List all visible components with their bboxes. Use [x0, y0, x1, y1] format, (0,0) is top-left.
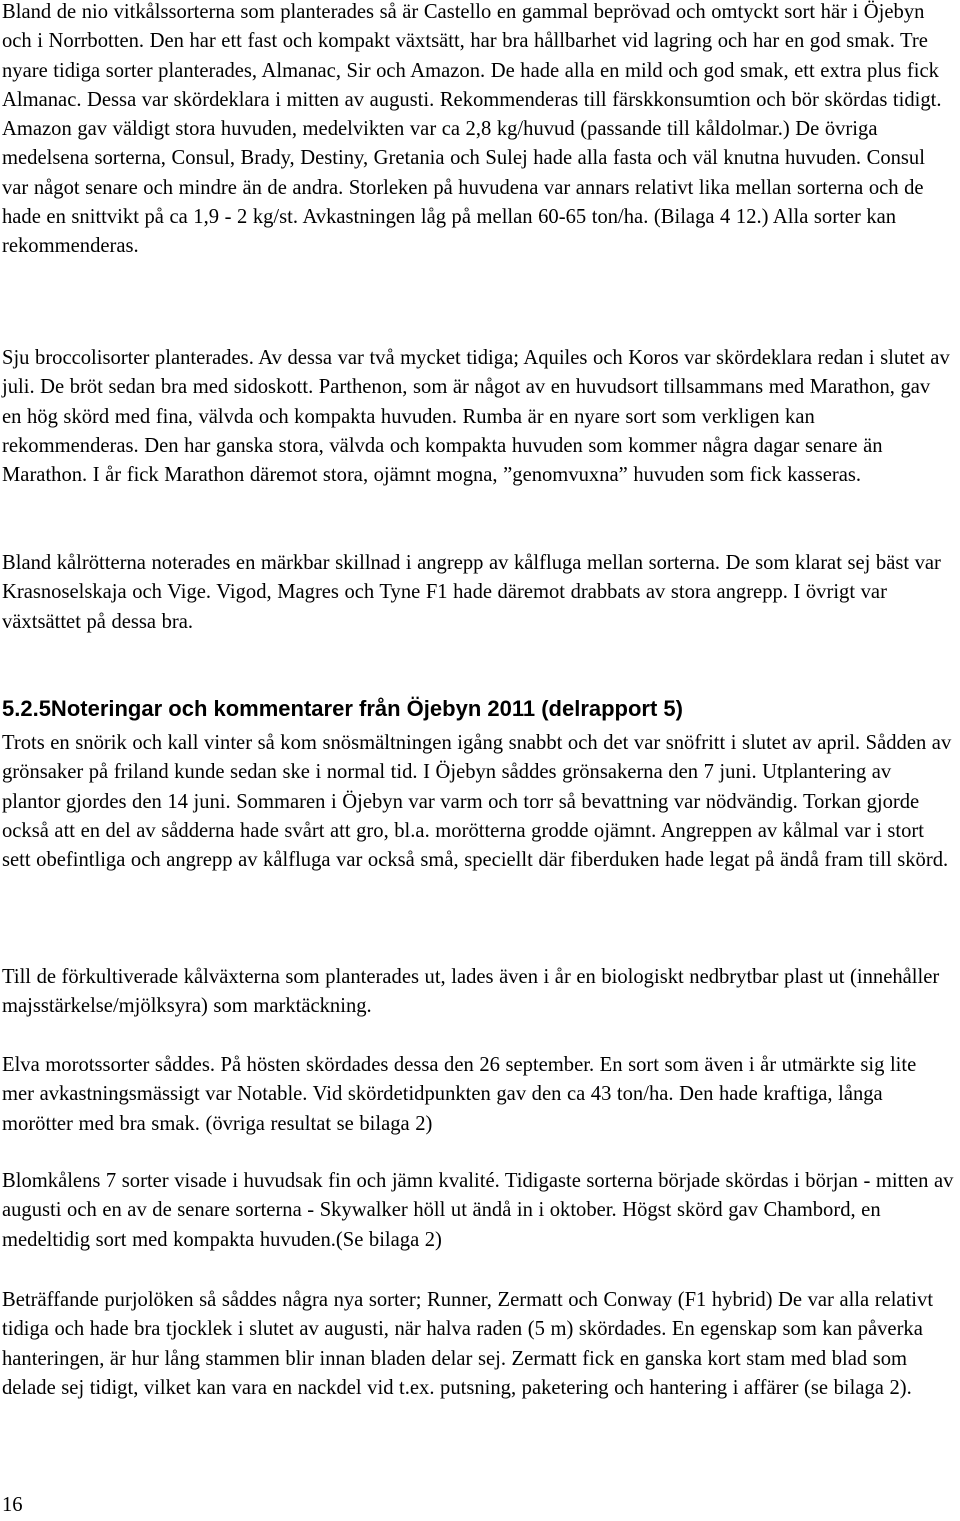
- paragraph-cauliflower: Blomkålens 7 sorter visade i huvudsak fin och jämn kvalité. Tidigaste sorterna började skördas i början - mitten av augusti och en av de senare sorterna - Skywalker höll ut ändå in i oktober. Högst skörd gav Chambord, en medeltidig sort med kompakta huvuden.(Se bilaga 2): [2, 1170, 954, 1251]
- paragraph-swede: Bland kålrötterna noterades en märkbar skillnad i angrepp av kålfluga mellan sorterna. De som klarat sej bäst var Krasnoselskaja och Vige. Vigod, Magres och Tyne F1 hade däremot drabbats av stora angrepp. I övrigt var växtsättet på dessa bra.: [2, 552, 941, 633]
- paragraph-carrots: Elva morotssorter såddes. På hösten skördades dessa den 26 september. En sort som även i år utmärkte sig lite mer avkastningsmässigt var Notable. Vid skördetidpunkten gav den ca 43 ton/ha. Den hade kraftiga, långa morötter med bra smak. (övriga resultat se bilaga 2): [2, 1054, 917, 1135]
- paragraph-season-notes: Trots en snörik och kall vinter så kom snösmältningen igång snabbt och det var snöfritt i slutet av april. Sådden av grönsaker på friland kunde sedan ske i normal tid. I Öjebyn såddes grönsakerna den 7 juni. Utplantering av plantor gjordes den 14 juni. Sommaren i Öjebyn var varm och torr så bevattning var nödvändig. Torkan gjorde också att en del av sådderna hade svårt att gro, bl.a. morötterna grodde ojämnt. Angreppen av kålmal var i stort sett obefintliga och angrepp av kålfluga var också små, speciellt där fiberduken hade legat på ändå fram till skörd.: [2, 732, 952, 872]
- paragraph-white-cabbage: Bland de nio vitkålssorterna som planterades så är Castello en gammal beprövad och omtyckt sort här i Öjebyn och i Norrbotten. Den har ett fast och kompakt växtsätt, har bra hållbarhet vid lagring och har en god smak. Tre nyare tidiga sorter planterades, Almanac, Sir och Amazon. De hade alla en mild och god smak, ett extra plus fick Almanac. Dessa var skördeklara i mitten av augusti. Rekommenderas till färskkonsumtion och bör skördas tidigt. Amazon gav väldigt stora huvuden, medelvikten var ca 2,8 kg/huvud (passande till kåldolmar.) De övriga medelsena sorterna, Consul, Brady, Destiny, Gretania och Sulej hade alla fasta och väl knutna huvuden. Consul var något senare och mindre än de andra. Storleken på huvudena var annars relativt lika mellan sorterna och de hade en snittvikt på ca 1,9 - 2 kg/st. Avkastningen låg på mellan 60-65 ton/ha. (Bilaga 4 12.) Alla sorter kan rekommenderas.: [2, 1, 942, 258]
- paragraph-broccoli: Sju broccolisorter planterades. Av dessa var två mycket tidiga; Aquiles och Koros var skördeklara redan i slutet av juli. De bröt sedan bra med sidoskott. Parthenon, som är något av en huvudsort tillsammans med Marathon, gav en hög skörd med fina, välvda och kompakta huvuden. Rumba är en nyare sort som verkligen kan rekommenderas. Den har ganska stora, välvda och kompakta huvuden som kommer några dagar senare än Marathon. I år fick Marathon däremot stora, ojämnt mogna, ”genomvuxna” huvuden som fick kasseras.: [2, 347, 950, 487]
- page-number: 16: [2, 1494, 23, 1516]
- paragraph-biodegradable-plastic: Till de förkultiverade kålväxterna som planterades ut, lades även i år en biologiskt nedbrytbar plast ut (innehåller majsstärkelse/mjölksyra) som marktäckning.: [2, 966, 940, 1018]
- paragraph-leek: Beträffande purjolöken så såddes några nya sorter; Runner, Zermatt och Conway (F1 hybrid) De var alla relativt tidiga och hade bra tjocklek i slutet av augusti, när halva raden (5 m) skördades. En egenskap som kan påverka hanteringen, är hur lång stammen blir innan bladen delar sej. Zermatt fick en ganska kort stam med blad som delade sej tidigt, vilket kan vara en nackdel vid t.ex. putsning, paketering och hantering i affärer (se bilaga 2).: [2, 1289, 934, 1399]
- section-heading: 5.2.5Noteringar och kommentarer från Öjebyn 2011 (delrapport 5): [2, 696, 683, 721]
